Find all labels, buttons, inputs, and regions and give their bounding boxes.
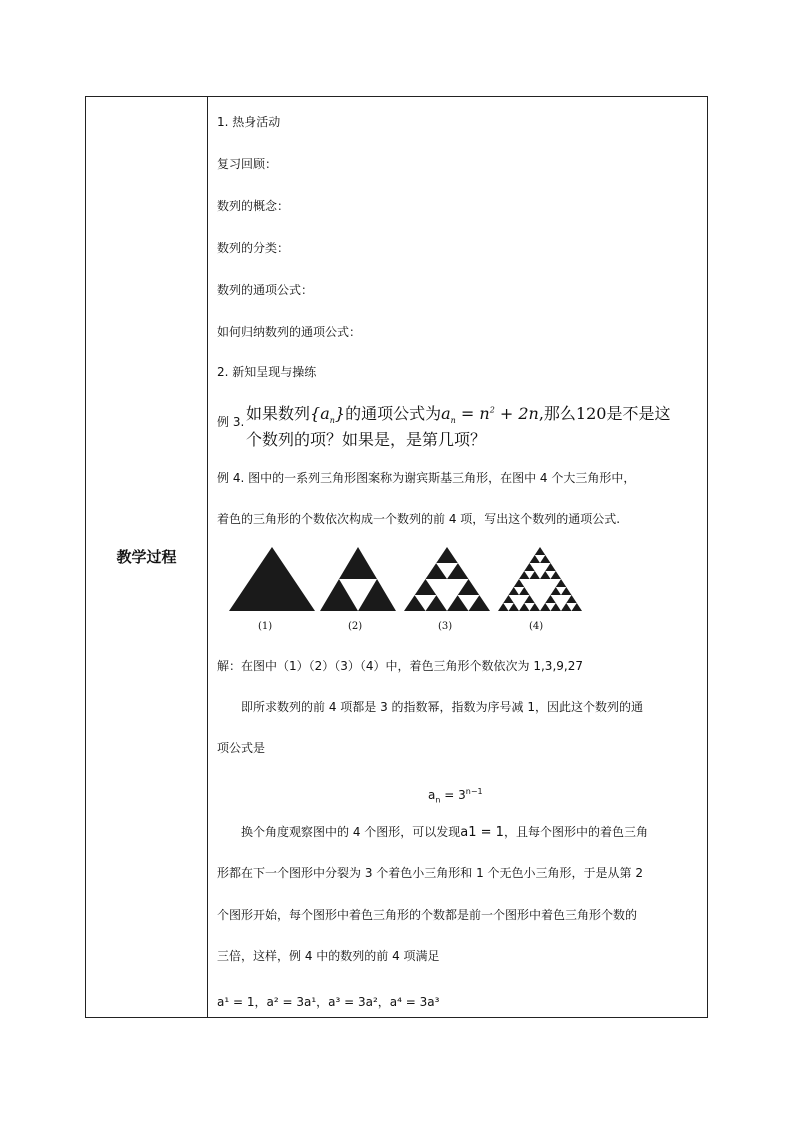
example-4-line-2: 着色的三角形的个数依次构成一个数列的前 4 项，写出这个数列的通项公式. <box>217 512 621 526</box>
sierpinski-figure-3 <box>402 545 492 613</box>
ex3-formula-tail: + 2n <box>494 404 539 423</box>
solution-line-1: 解：在图中（1）（2）（3）（4）中，着色三角形个数依次为 1,3,9,27 <box>217 659 583 673</box>
solution-line-2: 即所求数列的前 4 项都是 3 的指数幂，指数为序号减 1，因此这个数列的通 <box>241 700 643 714</box>
ex3-formula-rhs: = n <box>455 404 490 423</box>
example-4-line-1: 例 4. 图中的一系列三角形图案称为谢宾斯基三角形，在图中 4 个大三角形中， <box>217 471 636 485</box>
example-3-line-1 <box>246 401 670 425</box>
obs-text-b: ，且每个图形中的着色三角 <box>503 825 648 839</box>
solution-line-3: 项公式是 <box>217 741 266 755</box>
formula-sub: n <box>435 795 441 805</box>
general-formula-label: 数列的通项公式： <box>217 283 314 297</box>
ex3-formula-sub: n <box>450 416 456 426</box>
ex3-formula-exp: 2 <box>489 405 495 415</box>
example-3-prefix: 例 3. <box>217 415 245 429</box>
ex3-seq-close: } <box>334 404 346 423</box>
figure-label-4: (4) <box>529 621 544 632</box>
induce-label: 如何归纳数列的通项公式： <box>217 325 362 339</box>
warmup-heading: 1. 热身活动 <box>217 115 281 129</box>
sierpinski-figure-2 <box>318 545 398 613</box>
ex3-text-c: ,那么120是不是这 <box>538 404 671 423</box>
section-label: 教学过程 <box>116 548 177 566</box>
review-label: 复习回顾： <box>217 157 278 171</box>
classification-label: 数列的分类： <box>217 241 290 255</box>
ex3-formula <box>441 404 539 426</box>
lesson-table <box>85 96 708 1018</box>
concept-label: 数列的概念： <box>217 199 290 213</box>
observation-line-3: 个图形开始，每个图形中着色三角形的个数都是前一个图形中着色三角形个数的 <box>217 908 638 922</box>
figure-label-1: (1) <box>258 621 273 632</box>
formula-a: a <box>428 788 436 802</box>
new-knowledge-heading: 2. 新知呈现与操练 <box>217 365 317 379</box>
general-term-formula <box>428 787 483 804</box>
column-divider <box>207 97 208 1017</box>
example-3-line-2: 个数列的项？如果是，是第几项？ <box>246 430 487 449</box>
shaded-triangle <box>229 547 315 611</box>
ex3-text-b: 的通项公式为 <box>345 404 442 423</box>
observation-line-2: 形都在下一个图形中分裂为 3 个着色小三角形和 1 个无色小三角形，于是从第 2 <box>217 866 643 880</box>
recurrence-relation: a¹ = 1，a² = 3a¹，a³ = 3a²，a⁴ = 3a³ <box>217 995 440 1009</box>
ex3-text-a: 如果数列 <box>246 404 311 423</box>
observation-line-4: 三倍，这样，例 4 中的数列的前 4 项满足 <box>217 949 440 963</box>
figure-label-3: (3) <box>438 621 453 632</box>
ex3-formula-lhs: a <box>441 404 451 423</box>
figure-label-2: (2) <box>348 621 363 632</box>
ex3-seq-open: {a <box>310 404 330 423</box>
formula-eq: = 3 <box>440 788 466 802</box>
observation-line-1 <box>241 823 648 840</box>
formula-exp: n−1 <box>465 787 483 796</box>
sierpinski-figure-1 <box>227 545 317 613</box>
sierpinski-figure-4 <box>496 545 584 613</box>
ex3-seq-sub: n <box>329 416 335 426</box>
obs-text-a: 换个角度观察图中的 4 个图形，可以发现 <box>241 825 461 839</box>
ex3-sequence <box>310 404 346 426</box>
obs-a1: a1 = 1 <box>460 825 504 840</box>
